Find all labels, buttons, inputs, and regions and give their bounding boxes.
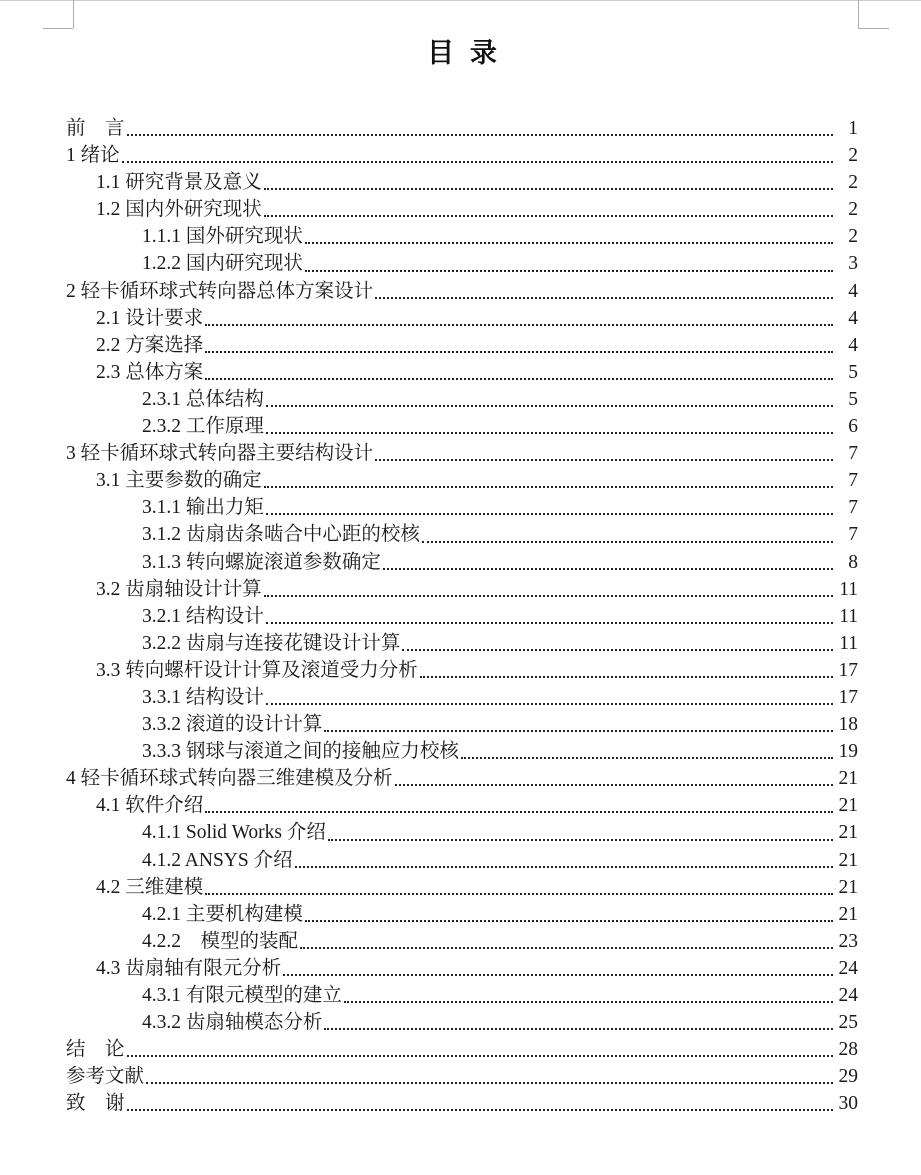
toc-row[interactable]	[66, 711, 858, 738]
toc-page-number: 24	[838, 985, 858, 1006]
toc-leader-dots	[264, 188, 833, 190]
toc-leader-dots	[205, 378, 833, 380]
toc-row[interactable]	[66, 223, 858, 250]
toc-leader-dots	[264, 595, 833, 597]
toc-page-number: 23	[838, 930, 858, 952]
toc-row[interactable]	[66, 928, 858, 955]
toc-row[interactable]	[66, 115, 858, 142]
toc-page-number: 7	[848, 470, 858, 492]
toc-entry-label: 4.1 软件介绍	[96, 795, 204, 817]
toc-leader-dots	[266, 432, 833, 434]
toc-page-number: 4	[848, 280, 858, 302]
toc-leader-dots	[127, 134, 833, 136]
toc-row[interactable]	[66, 549, 858, 576]
toc-entry-label: 1.2 国内外研究现状	[96, 199, 262, 221]
toc-page-number: 6	[848, 416, 858, 438]
toc-entry-label: 2.2 方案选择	[96, 334, 204, 356]
toc-page-number: 30	[838, 1093, 858, 1115]
toc-page-number: 24	[838, 957, 858, 979]
toc-entry-label: 1.1.1 国外研究现状	[142, 226, 303, 248]
toc-entry-label: 前 言	[66, 118, 125, 139]
margin-crop-mark-top-left-vertical	[73, 0, 74, 28]
toc-row[interactable]	[66, 1063, 858, 1090]
toc-entry-label: 1.1 研究背景及意义	[96, 172, 262, 194]
toc-leader-dots	[383, 568, 833, 570]
toc-page-number: 7	[848, 443, 858, 465]
toc-entry-label: 1.2.2 国内研究现状	[142, 253, 303, 275]
toc-entry-label: 3.1.1 输出力矩	[142, 497, 264, 519]
toc-entry-label: 结 论	[66, 1039, 125, 1061]
toc-entry-label: 2.3.2 工作原理	[142, 416, 264, 438]
toc-leader-dots	[127, 1055, 833, 1057]
toc-list	[66, 115, 858, 1117]
toc-row[interactable]	[66, 332, 858, 359]
toc-leader-dots	[422, 541, 833, 543]
toc-page-number: 2	[848, 199, 858, 221]
toc-page-number: 21	[838, 876, 858, 898]
toc-page-number: 4	[848, 334, 858, 356]
toc-entry-label: 3.3 转向螺杆设计计算及滚道受力分析	[96, 659, 418, 681]
toc-page-number: 21	[838, 768, 858, 790]
toc-entry-label: 2.3 总体方案	[96, 361, 204, 383]
toc-entry-label: 4.3.2 齿扇轴模态分析	[142, 1012, 323, 1034]
toc-leader-dots	[205, 351, 833, 353]
toc-leader-dots	[122, 161, 833, 163]
toc-row[interactable]	[66, 1090, 858, 1117]
toc-leader-dots	[295, 866, 833, 868]
toc-leader-dots	[328, 839, 833, 841]
toc-row[interactable]	[66, 169, 858, 196]
toc-leader-dots	[264, 215, 833, 217]
toc-row[interactable]	[66, 819, 858, 846]
toc-row[interactable]	[66, 982, 858, 1009]
toc-row[interactable]	[66, 521, 858, 548]
toc-entry-label: 3.3.3 钢球与滚道之间的接触应力校核	[142, 741, 459, 763]
toc-page-number: 29	[838, 1066, 858, 1088]
toc-entry-label: 4.2.1 主要机构建模	[142, 903, 303, 925]
margin-crop-mark-top-right-vertical	[858, 0, 859, 28]
toc-entry-label: 4.2.2 模型的装配	[142, 930, 299, 952]
toc-page-number: 2	[848, 172, 858, 194]
toc-entry-label: 2.1 设计要求	[96, 307, 204, 329]
toc-page-number: 17	[838, 686, 858, 708]
toc-entry-label: 4.1.2 ANSYS 介绍	[142, 849, 293, 871]
toc-row[interactable]	[66, 955, 858, 982]
toc-leader-dots	[402, 649, 833, 651]
toc-page-number: 5	[848, 388, 858, 410]
toc-entry-label: 3.2.1 结构设计	[142, 605, 264, 627]
toc-page-number: 21	[838, 903, 858, 925]
toc-page-number: 21	[838, 795, 858, 817]
toc-row[interactable]	[66, 142, 858, 169]
toc-entry-label: 参考文献	[66, 1066, 145, 1088]
toc-entry-label: 4.1.1 Solid Works 介绍	[142, 822, 326, 844]
toc-entry-label: 4 轻卡循环球式转向器三维建模及分析	[66, 768, 393, 790]
toc-row[interactable]	[66, 874, 858, 901]
toc-page-number: 7	[848, 524, 858, 546]
toc-leader-dots	[375, 459, 833, 461]
toc-entry-label: 3.3.1 结构设计	[142, 686, 264, 708]
toc-entry-label: 3.2.2 齿扇与连接花键设计计算	[142, 632, 401, 654]
toc-entry-label: 4.2 三维建模	[96, 876, 204, 898]
toc-leader-dots	[266, 703, 833, 705]
page-top-edge-line	[0, 0, 921, 1]
toc-entry-label: 2.3.1 总体结构	[142, 388, 264, 410]
toc-page-number: 1	[848, 118, 858, 139]
toc-page-number: 11	[839, 578, 858, 600]
toc-leader-dots	[205, 811, 833, 813]
toc-page-number: 8	[848, 551, 858, 573]
toc-page-number: 18	[838, 714, 858, 736]
toc-leader-dots	[266, 622, 833, 624]
toc-entry-label: 1 绪论	[66, 145, 120, 167]
toc-row[interactable]	[66, 196, 858, 223]
toc-row[interactable]	[66, 765, 858, 792]
toc-row[interactable]	[66, 738, 858, 765]
toc-row[interactable]	[66, 359, 858, 386]
toc-leader-dots	[305, 270, 833, 272]
margin-crop-mark-top-right-horizontal	[858, 28, 889, 29]
toc-leader-dots	[283, 974, 833, 976]
toc-entry-label: 4.3 齿扇轴有限元分析	[96, 957, 282, 979]
page-title: 目 录	[427, 38, 497, 68]
toc-page-number: 25	[838, 1012, 858, 1034]
toc-leader-dots	[461, 757, 833, 759]
toc-row[interactable]	[66, 250, 858, 277]
toc-page-number: 3	[848, 253, 858, 275]
toc-row[interactable]	[66, 792, 858, 819]
toc-row[interactable]	[66, 684, 858, 711]
toc-row[interactable]	[66, 413, 858, 440]
toc-leader-dots	[375, 297, 833, 299]
toc-leader-dots	[395, 784, 833, 786]
toc-leader-dots	[264, 486, 833, 488]
toc-row[interactable]	[66, 901, 858, 928]
toc-page-number: 11	[839, 605, 858, 627]
toc-page-number: 4	[848, 307, 858, 329]
margin-crop-mark-top-left-horizontal	[43, 28, 73, 29]
toc-row[interactable]	[66, 657, 858, 684]
toc-entry-label: 3.2 齿扇轴设计计算	[96, 578, 262, 600]
toc-row[interactable]	[66, 1009, 858, 1036]
toc-page-number: 21	[838, 822, 858, 844]
toc-page-number: 2	[848, 226, 858, 248]
toc-leader-dots	[344, 1001, 833, 1003]
toc-row[interactable]	[66, 305, 858, 332]
toc-row[interactable]	[66, 440, 858, 467]
toc-leader-dots	[266, 513, 833, 515]
toc-entry-label: 3.1.2 齿扇齿条啮合中心距的校核	[142, 524, 420, 546]
toc-row[interactable]	[66, 278, 858, 305]
toc-page-number: 2	[848, 145, 858, 167]
toc-row[interactable]	[66, 847, 858, 874]
toc-row[interactable]	[66, 494, 858, 521]
toc-leader-dots	[266, 405, 833, 407]
toc-entry-label: 3 轻卡循环球式转向器主要结构设计	[66, 443, 374, 465]
toc-page-number: 21	[838, 849, 858, 871]
toc-page-number: 17	[838, 659, 858, 681]
toc-page-number: 11	[839, 632, 858, 654]
toc-leader-dots	[305, 242, 833, 244]
toc-leader-dots	[300, 947, 833, 949]
toc-leader-dots	[324, 730, 833, 732]
toc-entry-label: 2 轻卡循环球式转向器总体方案设计	[66, 280, 374, 302]
toc-leader-dots	[146, 1082, 833, 1084]
toc-row[interactable]	[66, 467, 858, 494]
toc-entry-label: 3.1.3 转向螺旋滚道参数确定	[142, 551, 381, 573]
toc-entry-label: 4.3.1 有限元模型的建立	[142, 985, 342, 1006]
toc-leader-dots	[324, 1028, 833, 1030]
toc-row[interactable]	[66, 1036, 858, 1063]
toc-page-number: 19	[838, 741, 858, 763]
toc-entry-label: 致 谢	[66, 1093, 125, 1115]
toc-row[interactable]	[66, 603, 858, 630]
toc-leader-dots	[305, 920, 833, 922]
toc-row[interactable]	[66, 386, 858, 413]
toc-page-number: 28	[838, 1039, 858, 1061]
toc-page-number: 7	[848, 497, 858, 519]
toc-leader-dots	[205, 324, 833, 326]
toc-leader-dots	[205, 893, 833, 895]
toc-row[interactable]	[66, 576, 858, 603]
toc-leader-dots	[420, 676, 833, 678]
toc-entry-label: 3.1 主要参数的确定	[96, 470, 262, 492]
toc-entry-label: 3.3.2 滚道的设计计算	[142, 714, 323, 736]
toc-row[interactable]	[66, 630, 858, 657]
toc-page-number: 5	[848, 361, 858, 383]
toc-leader-dots	[127, 1109, 833, 1111]
